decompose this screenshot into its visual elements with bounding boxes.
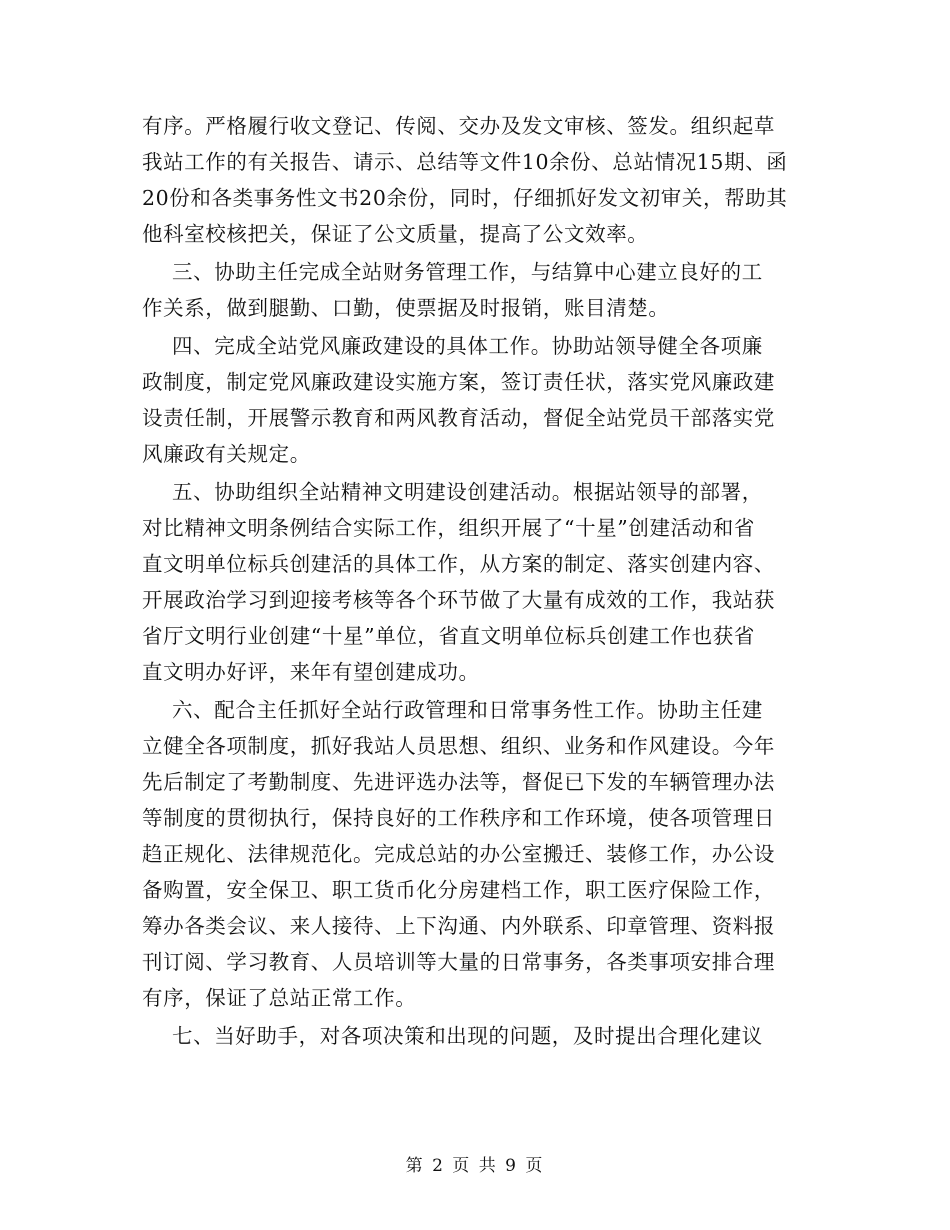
paragraph-start-line: 五、协助组织全站精神文明建设创建活动。根据站领导的部署， [172,480,763,504]
text-line: 立健全各项制度，抓好我站人员思想、组织、业务和作风建设。今年 [142,734,775,758]
paragraph-start-line: 六、配合主任抓好全站行政管理和日常事务性工作。协助主任建 [172,698,763,722]
text-line: 直文明办好评，来年有望创建成功。 [142,660,480,684]
page-number-footer: 第 2 页 共 9 页 [405,1156,545,1176]
text-line: 省厅文明行业创建“十星”单位，省直文明单位标兵创建工作也获省 [142,624,755,648]
text-line: 筹办各类会议、来人接待、上下沟通、内外联系、印章管理、资料报 [142,914,775,938]
text-line: 有序。严格履行收文登记、传阅、交办及发文审核、签发。组织起草 [142,114,775,138]
text-line: 设责任制，开展警示教育和两风教育活动，督促全站党员干部落实党 [142,406,775,430]
text-line: 先后制定了考勤制度、先进评选办法等，督促已下发的车辆管理办法 [142,770,775,794]
paragraph-start-line: 三、协助主任完成全站财务管理工作，与结算中心建立良好的工 [172,260,763,284]
paragraph-start-line: 七、当好助手，对各项决策和出现的问题，及时提出合理化建议 [172,1024,763,1048]
text-line: 政制度，制定党风廉政建设实施方案，签订责任状，落实党风廉政建 [142,370,775,394]
text-line: 20份和各类事务性文书20余份，同时，仔细抓好发文初审关，帮助其 [142,186,788,210]
text-line: 趋正规化、法律规范化。完成总站的办公室搬迁、装修工作，办公设 [142,842,775,866]
text-line: 直文明单位标兵创建活的具体工作，从方案的制定、落实创建内容、 [142,552,775,576]
paragraph-start-line: 四、完成全站党风廉政建设的具体工作。协助站领导健全各项廉 [172,334,763,358]
text-line: 有序，保证了总站正常工作。 [142,986,417,1010]
text-line: 作关系，做到腿勤、口勤，使票据及时报销，账目清楚。 [142,296,670,320]
text-line: 风廉政有关规定。 [142,442,311,466]
text-line: 对比精神文明条例结合实际工作，组织开展了“十星”创建活动和省 [142,516,755,540]
text-line: 开展政治学习到迎接考核等各个环节做了大量有成效的工作，我站获 [142,588,775,612]
text-line: 等制度的贯彻执行，保持良好的工作秩序和工作环境，使各项管理日 [142,806,775,830]
text-line: 备购置，安全保卫、职工货币化分房建档工作，职工医疗保险工作， [142,878,775,902]
text-line: 我站工作的有关报告、请示、总结等文件10余份、总站情况15期、函 [142,150,788,174]
text-line: 刊订阅、学习教育、人员培训等大量的日常事务，各类事项安排合理 [142,950,775,974]
text-line: 他科室校核把关，保证了公文质量，提高了公文效率。 [142,222,649,246]
